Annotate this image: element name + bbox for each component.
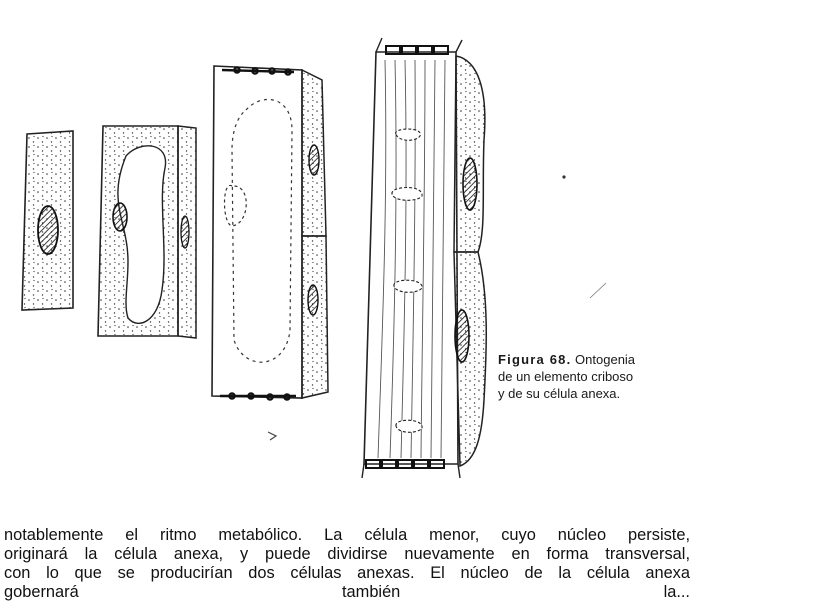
companion-nucleus <box>463 158 477 210</box>
caption-line-1: Ontogenia <box>575 352 636 367</box>
body-line-4: gobernará también la... <box>4 583 690 601</box>
stage-1-cell <box>22 131 73 310</box>
body-paragraph <box>4 526 690 602</box>
figure-caption <box>498 351 698 402</box>
companion-nucleus <box>308 285 318 315</box>
body-line-1: notablemente el ritmo metabólico. La célula menor, cuyo núcleo persiste, <box>4 526 690 544</box>
figure-label: Figura 68. <box>498 352 572 367</box>
stage-3-cells <box>212 66 328 400</box>
body-line-2: originará la célula anexa, y puede dividirse nuevamente en forma transversal, <box>4 545 690 563</box>
body-line-3: con lo que se producirían dos células anexas. El núcleo de la célula anexa <box>4 564 690 582</box>
companion-nucleus <box>455 310 469 362</box>
caption-line-2: de un elemento criboso <box>498 369 634 384</box>
nucleus <box>38 206 58 254</box>
companion-nucleus <box>181 216 189 248</box>
companion-nucleus <box>309 145 319 175</box>
stage-4-sieve-tube <box>362 38 486 478</box>
caption-line-3: y de su célula anexa. <box>498 386 621 401</box>
stage-2-cells <box>98 126 196 338</box>
nucleus <box>113 203 127 231</box>
